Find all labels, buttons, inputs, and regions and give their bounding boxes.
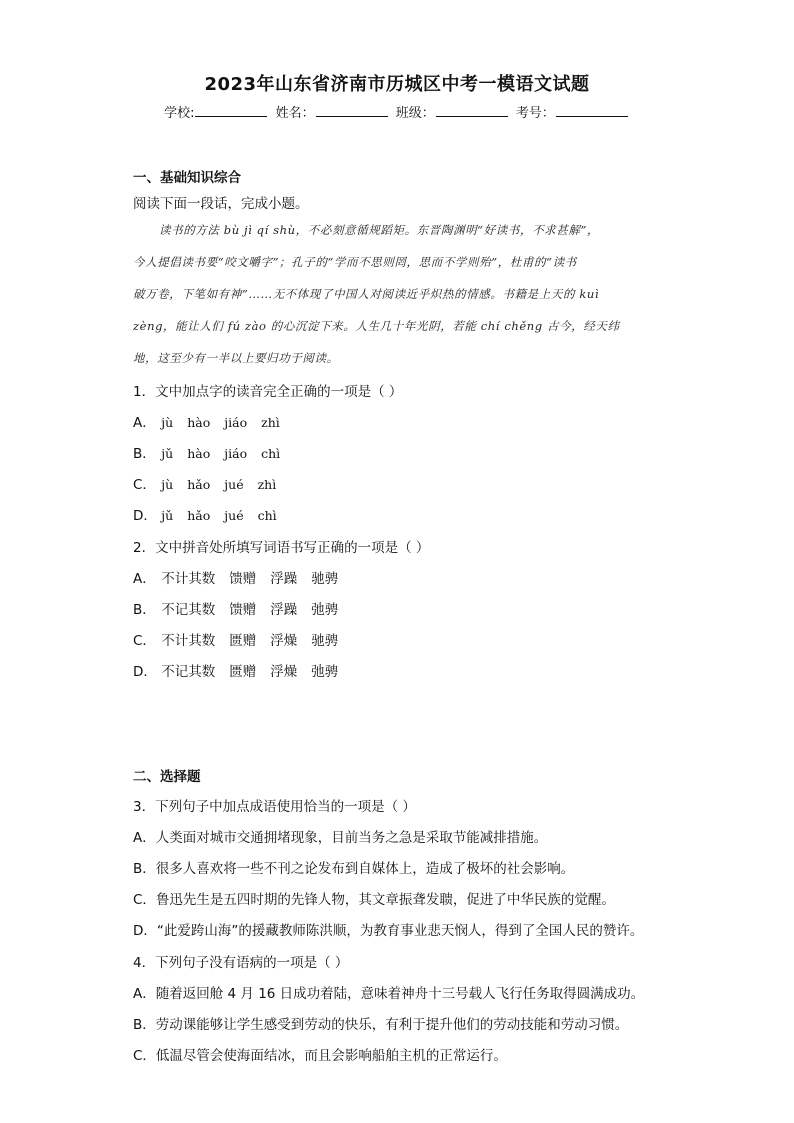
- question-4-option-a[interactable]: A．随着返回舱 4 月 16 日成功着陆，意味着神舟十三号载人飞行任务取得圆满成功。: [133, 986, 645, 1002]
- option-item: 馈赠: [229, 602, 257, 618]
- question-1-stem: 1．文中加点字的读音完全正确的一项是（ ）: [133, 384, 403, 400]
- option-item: jù: [161, 415, 174, 430]
- name-label: 姓名：: [275, 106, 315, 121]
- option-label: B．: [133, 602, 156, 618]
- question-2-option-a[interactable]: [133, 567, 352, 587]
- passage-line: 读书的方法 bù jì qí shù，不必刻意循规蹈矩。东晋陶渊明“好读书，不求甚解”，: [159, 223, 600, 237]
- question-2-stem: 2．文中拼音处所填写词语书写正确的一项是（ ）: [133, 540, 430, 556]
- passage-line: zèng，能让人们 fú zào 的心沉淀下来。人生几十年光阴，若能 chí chěng 古今，经天纬: [133, 319, 620, 333]
- option-label: B．: [133, 446, 156, 462]
- option-item: 弛骋: [311, 602, 339, 618]
- page-title: 2023年山东省济南市历城区中考一模语文试题: [204, 74, 590, 95]
- option-label: C．: [133, 633, 156, 649]
- question-3-option-d[interactable]: D．“此爱跨山海”的援藏教师陈洪顺，为教育事业悲天悯人，得到了全国人民的赞许。: [133, 923, 644, 939]
- option-label: C．: [133, 477, 156, 493]
- option-item: 不记其数: [161, 602, 216, 618]
- option-item: chì: [261, 446, 281, 461]
- school-label: 学校:: [164, 106, 195, 121]
- option-item: jǔ: [161, 446, 174, 461]
- question-3-option-a[interactable]: A．人类面对城市交通拥堵现象，目前当务之急是采取节能减排措施。: [133, 830, 548, 846]
- option-item: 弛骋: [311, 664, 339, 680]
- passage-line: 地，这至少有一半以上要归功于阅读。: [133, 351, 339, 365]
- option-item: 不记其数: [161, 664, 216, 680]
- option-item: jiáo: [224, 446, 248, 461]
- option-item: jù: [161, 477, 174, 492]
- option-item: hǎo: [187, 477, 211, 492]
- question-2-option-b[interactable]: [133, 598, 352, 618]
- option-item: hào: [187, 446, 211, 461]
- question-2-option-d[interactable]: [133, 660, 352, 680]
- option-item: 浮燥: [270, 664, 298, 680]
- option-label: D．: [133, 508, 157, 524]
- option-label: A．: [133, 571, 156, 587]
- question-4-option-b[interactable]: B．劳动课能够让学生感受到劳动的快乐，有利于提升他们的劳动技能和劳动习惯。: [133, 1017, 629, 1033]
- question-3-option-c[interactable]: C．鲁迅先生是五四时期的先锋人物，其文章振聋发聩，促进了中华民族的觉醒。: [133, 892, 615, 908]
- option-item: 驰骋: [311, 571, 339, 587]
- option-item: zhì: [261, 415, 280, 430]
- option-item: 浮躁: [270, 571, 298, 587]
- option-item: jǔ: [161, 508, 174, 523]
- student-info-line: [0, 102, 794, 121]
- option-item: chì: [257, 508, 277, 523]
- question-3-stem: 3．下列句子中加点成语使用恰当的一项是（ ）: [133, 799, 416, 815]
- question-1-option-b[interactable]: [133, 442, 294, 462]
- option-label: A．: [133, 415, 156, 431]
- section-2-heading: 二、选择题: [133, 769, 201, 785]
- name-blank[interactable]: [316, 104, 388, 117]
- option-item: 馈赠: [229, 571, 257, 587]
- question-1-option-a[interactable]: [133, 411, 294, 431]
- section-1-intro: 阅读下面一段话，完成小题。: [133, 196, 309, 212]
- question-1-option-c[interactable]: [133, 473, 290, 493]
- option-item: 驰骋: [311, 633, 339, 649]
- exam-no-blank[interactable]: [556, 104, 628, 117]
- option-item: jué: [224, 477, 244, 492]
- option-item: jiáo: [224, 415, 248, 430]
- option-item: 匮赠: [229, 633, 257, 649]
- class-blank[interactable]: [436, 104, 508, 117]
- option-item: 不计其数: [161, 571, 216, 587]
- option-item: 浮燥: [270, 633, 298, 649]
- option-item: zhì: [257, 477, 277, 492]
- passage-line: 破万卷，下笔如有神”……无不体现了中国人对阅读近乎炽热的情感。书籍是上天的 kuì: [133, 287, 600, 301]
- question-4-stem: 4．下列句子没有语病的一项是（ ）: [133, 955, 349, 971]
- school-blank[interactable]: [195, 104, 267, 117]
- section-1-heading: 一、基础知识综合: [133, 170, 241, 186]
- option-item: hào: [187, 415, 211, 430]
- exam-no-label: 考号：: [515, 106, 555, 121]
- passage-line: 今人提倡读书要“咬文嚼字”；孔子的“学而不思则罔，思而不学则殆”，杜甫的“读书: [133, 255, 577, 269]
- class-label: 班级：: [395, 106, 435, 121]
- option-item: 浮躁: [270, 602, 298, 618]
- option-label: D．: [133, 664, 157, 680]
- question-1-option-d[interactable]: [133, 504, 291, 524]
- question-3-option-b[interactable]: B．很多人喜欢将一些不刊之论发布到自媒体上，造成了极坏的社会影响。: [133, 861, 575, 877]
- question-2-option-c[interactable]: [133, 629, 352, 649]
- option-item: 匮赠: [229, 664, 257, 680]
- option-item: jué: [224, 508, 244, 523]
- option-item: hǎo: [187, 508, 211, 523]
- option-item: 不计其数: [161, 633, 216, 649]
- question-4-option-c[interactable]: C．低温尽管会使海面结冰，而且会影响船舶主机的正常运行。: [133, 1048, 507, 1064]
